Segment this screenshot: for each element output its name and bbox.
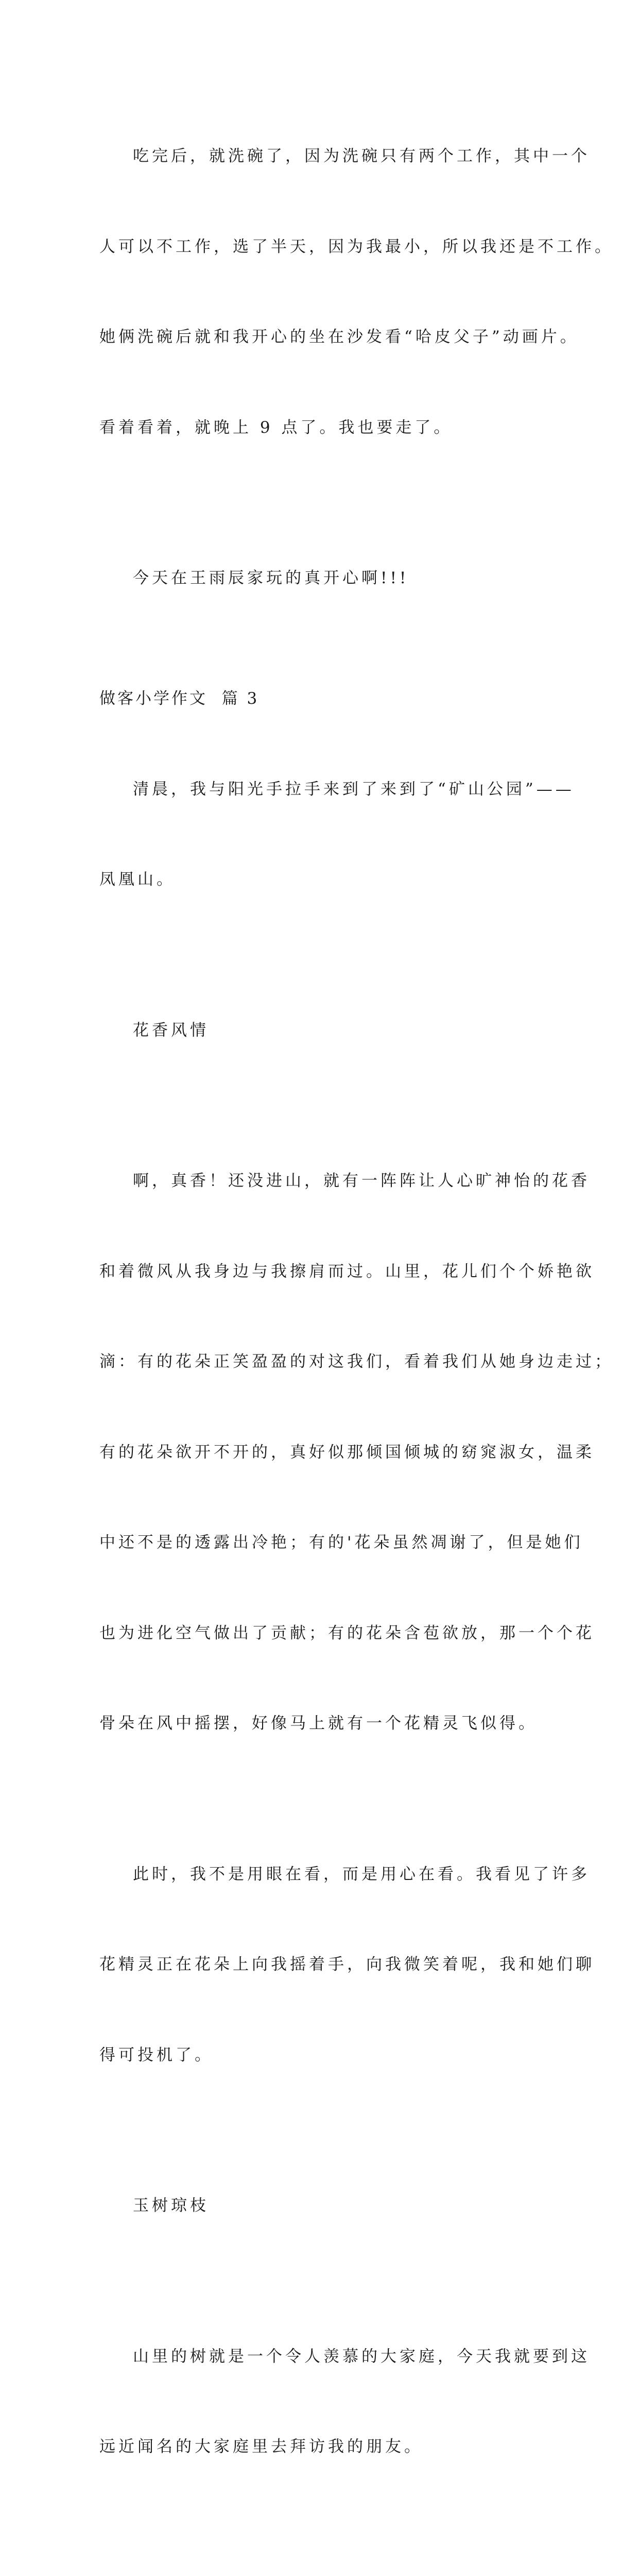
paragraph-line: 此时，我不是用眼在看，而是用心在看。我看见了许多 bbox=[99, 1859, 552, 1890]
paragraph-line: 得可投机了。 bbox=[99, 2040, 552, 2071]
paragraph-line: 中还不是的透露出冷艳；有的'花朵虽然凋谢了，但是她们 bbox=[99, 1528, 552, 1558]
paragraph-line: 也为进化空气做出了贡献；有的花朵含苞欲放，那一个个花 bbox=[99, 1618, 552, 1649]
paragraph-line: 人可以不工作，选了半天，因为我最小，所以我还是不工作。 bbox=[99, 232, 552, 262]
paragraph-line: 今天在王雨辰家玩的真开心啊!!! bbox=[99, 563, 552, 594]
subheading-text: 玉树琼枝 bbox=[99, 2191, 552, 2221]
subheading bbox=[99, 955, 552, 1106]
paragraph bbox=[99, 503, 552, 654]
section-heading: 做客小学作文 篇 3 bbox=[99, 684, 552, 714]
paragraph-line: 看着看着，就晚上 9 点了。我也要走了。 bbox=[99, 413, 552, 443]
paragraph-line: 清晨，我与阳光手拉手来到了来到了“矿山公园”—— bbox=[99, 774, 552, 805]
paragraph-line: 她俩洗碗后就和我开心的坐在沙发看“哈皮父子”动画片。 bbox=[99, 322, 552, 352]
paragraph-line: 花精灵正在花朵上向我摇着手，向我微笑着呢，我和她们聊 bbox=[99, 1950, 552, 1980]
paragraph-line: 啊，真香！还没进山，就有一阵阵让人心旷神怡的花香 bbox=[99, 1166, 552, 1196]
subheading bbox=[99, 2130, 552, 2281]
paragraph bbox=[99, 1106, 552, 1799]
document-page bbox=[0, 0, 639, 904]
paragraph bbox=[99, 714, 552, 955]
subheading-text: 花香风情 bbox=[99, 1015, 552, 1046]
paragraph bbox=[99, 81, 552, 503]
paragraph bbox=[99, 2522, 552, 2576]
paragraph-line: 滴：有的花朵正笑盈盈的对这我们，看着我们从她身边走过； bbox=[99, 1347, 552, 1377]
paragraph bbox=[99, 2281, 552, 2522]
paragraph-line: 远近闻名的大家庭里去拜访我的朋友。 bbox=[99, 2432, 552, 2462]
paragraph-line: 凤凰山。 bbox=[99, 865, 552, 895]
paragraph-line: 山里的树就是一个令人羡慕的大家庭，今天我就要到这 bbox=[99, 2342, 552, 2372]
section-spacer bbox=[99, 654, 552, 684]
paragraph bbox=[99, 1799, 552, 2131]
paragraph-line: 有的花朵欲开不开的，真好似那倾国倾城的窈窕淑女，温柔 bbox=[99, 1437, 552, 1468]
paragraph-line: 吃完后，就洗碗了，因为洗碗只有两个工作，其中一个 bbox=[99, 141, 552, 172]
document-body bbox=[99, 81, 552, 2576]
paragraph-line: 和着微风从我身边与我擦肩而过。山里，花儿们个个娇艳欲 bbox=[99, 1257, 552, 1287]
paragraph-line: 骨朵在风中摇摆，好像马上就有一个花精灵飞似得。 bbox=[99, 1708, 552, 1739]
